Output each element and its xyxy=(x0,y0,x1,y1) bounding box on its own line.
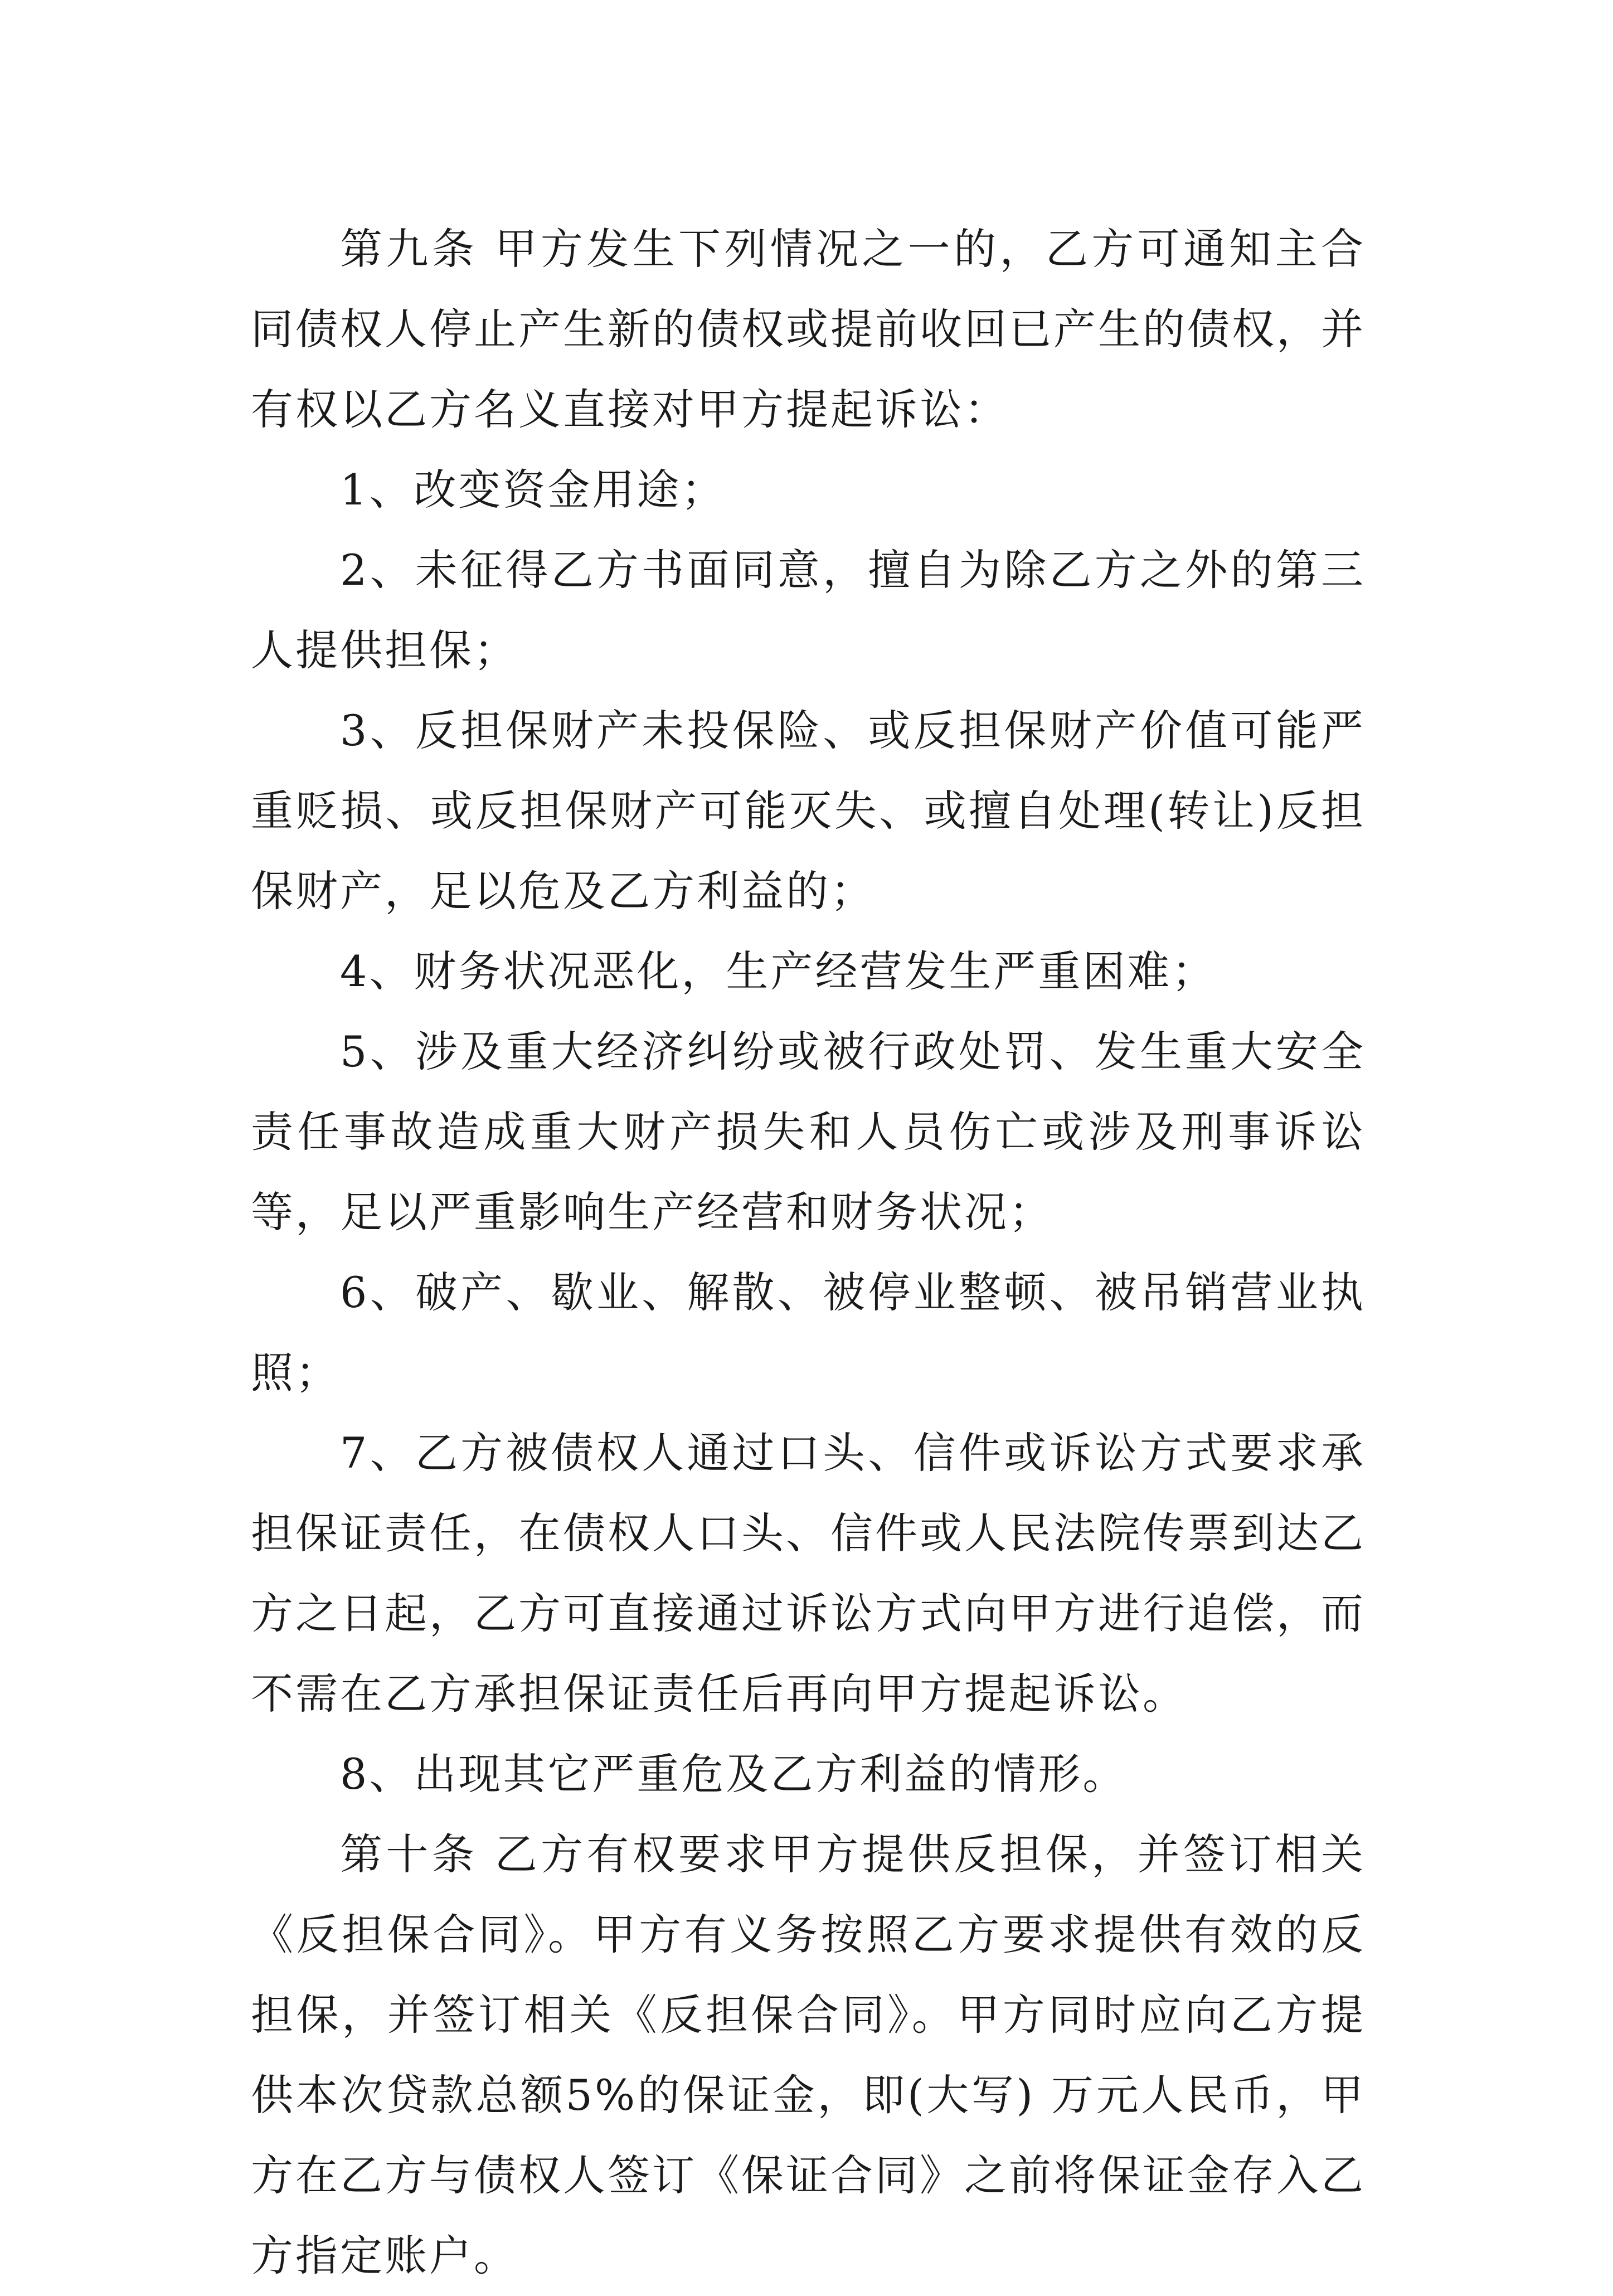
list-item-1: 1、改变资金用途； xyxy=(340,465,726,514)
list-item-4: 4、财务状况恶化，生产经营发生严重困难； xyxy=(340,946,1217,996)
list-item-5: 5、涉及重大经济纠纷或被行政处罚、发生重大安全责任事故造成重大财产损失和人员伤亡或涉及刑事诉讼等，足以严重影响生产经营和财务状况； xyxy=(251,1027,1366,1237)
article-9-paragraph: 第九条 甲方发生下列情况之一的，乙方可通知主合同债权人停止产生新的债权或提前收回已产生的债权，并有权以乙方名义直接对甲方提起诉讼： xyxy=(251,224,1366,434)
list-item-2: 2、未征得乙方书面同意，擅自为除乙方之外的第三人提供担保； xyxy=(251,545,1366,675)
list-item-6: 6、破产、歇业、解散、被停业整顿、被吊销营业执照； xyxy=(251,1268,1366,1397)
article-10-paragraph: 第十条 乙方有权要求甲方提供反担保，并签订相关《反担保合同》。甲方有义务按照乙方要求提供有效的反担保，并签订相关《反担保合同》。甲方同时应向乙方提供本次贷款总额5%的保证金，即(大写) 万元人民币，甲方在乙方与债权人签订《保证合同》之前将保证金存入乙方指定账户。 xyxy=(251,1829,1366,2280)
document-body xyxy=(251,209,1366,2296)
list-item-3: 3、反担保财产未投保险、或反担保财产价值可能严重贬损、或反担保财产可能灭失、或擅自处理(转让)反担保财产，足以危及乙方利益的； xyxy=(251,706,1366,916)
list-item-7: 7、乙方被债权人通过口头、信件或诉讼方式要求承担保证责任，在债权人口头、信件或人民法院传票到达乙方之日起，乙方可直接通过诉讼方式向甲方进行追偿，而不需在乙方承担保证责任后再向甲方提起诉讼。 xyxy=(251,1428,1366,1719)
list-item-8: 8、出现其它严重危及乙方利益的情形。 xyxy=(340,1749,1128,1799)
